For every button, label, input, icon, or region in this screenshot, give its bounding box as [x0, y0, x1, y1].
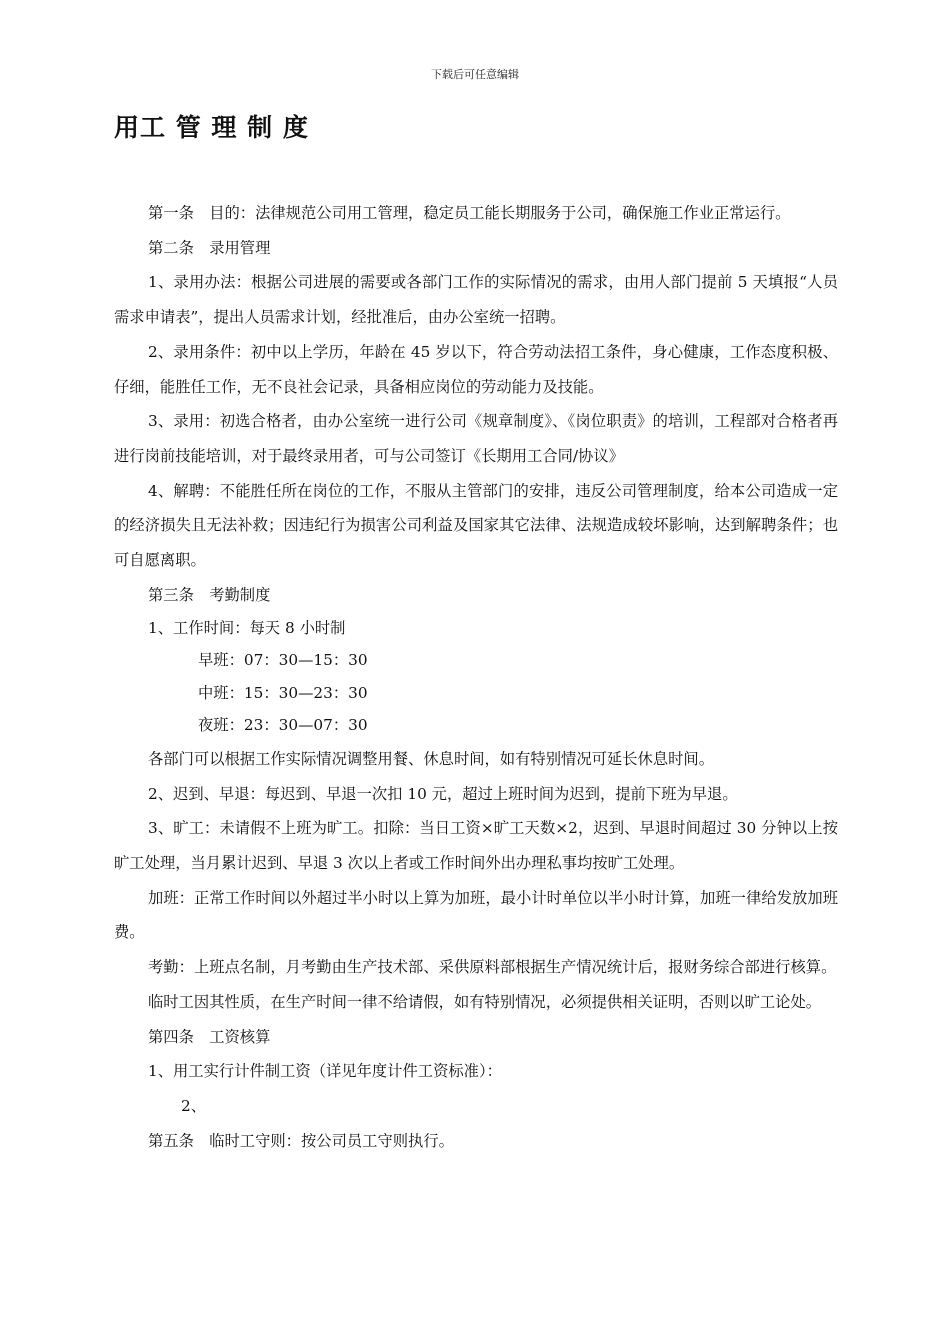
- article-2-heading: 第二条 录用管理: [148, 238, 271, 257]
- article-5: 第五条 临时工守则：按公司员工守则执行。: [148, 1131, 454, 1150]
- article-3-heading: 第三条 考勤制度: [148, 585, 271, 604]
- temp-worker-rule: 临时工因其性质，在生产时间一律不给请假，如有特别情况，必须提供相关证明，否则以旷工论处。: [148, 992, 822, 1011]
- article-2-item-2: 2、录用条件：初中以上学历，年龄在 45 岁以下，符合劳动法招工条件，身心健康，工作态度积极、仔细，能胜任工作，无不良社会记录，具备相应岗位的劳动能力及技能。: [114, 342, 838, 396]
- article-2-item-4: 4、解聘：不能胜任所在岗位的工作，不服从主管部门的安排，违反公司管理制度，给本公司造成一定的经济损失且无法补救；因违纪行为损害公司利益及国家其它法律、法规造成较坏影响，达到解聘条件；也可自愿离职。: [114, 481, 838, 570]
- work-time-note: 各部门可以根据工作实际情况调整用餐、休息时间，如有特别情况可延长休息时间。: [148, 749, 714, 768]
- header-note: 下载后可任意编辑: [431, 68, 519, 81]
- shift-night: 夜班：23：30—07：30: [198, 716, 368, 735]
- article-3-item-3: 3、旷工：未请假不上班为旷工。扣除：当日工资×旷工天数×2，迟到、早退时间超过 30 分钟以上按旷工处理，当月累计迟到、早退 3 次以上者或工作时间外出办理私事均按旷工处理。: [114, 819, 838, 873]
- document-title: 用工 管 理 制 度: [114, 113, 309, 142]
- document-body: [114, 196, 838, 1158]
- article-2-item-3: 3、录用：初选合格者，由办公室统一进行公司《规章制度》、《岗位职责》的培训，工程部对合格者再进行岗前技能培训，对于最终录用者，可与公司签订《长期用工合同/协议》: [114, 412, 838, 465]
- overtime-rule: 加班：正常工作时间以外超过半小时以上算为加班，最小计时单位以半小时计算，加班一律给发放加班费。: [114, 888, 838, 942]
- attendance-rule: 考勤：上班点名制，月考勤由生产技术部、采供原料部根据生产情况统计后，报财务综合部进行核算。: [148, 958, 837, 977]
- article-1: 第一条 目的：法律规范公司用工管理，稳定员工能长期服务于公司，确保施工作业正常运行。: [148, 204, 791, 222]
- article-3-item-1: 1、工作时间：每天 8 小时制: [148, 619, 346, 638]
- article-4-heading: 第四条 工资核算: [148, 1027, 271, 1046]
- article-4-item-2: 2、: [181, 1096, 207, 1115]
- shift-morning: 早班：07：30—15：30: [198, 651, 368, 670]
- shift-middle: 中班：15：30—23：30: [198, 683, 368, 702]
- article-2-item-1: 1、录用办法：根据公司进展的需要或各部门工作的实际情况的需求，由用人部门提前 5 天填报“人员需求申请表”，提出人员需求计划，经批准后，由办公室统一招聘。: [114, 273, 838, 327]
- article-3-item-2: 2、迟到、早退：每迟到、早退一次扣 10 元，超过上班时间为迟到，提前下班为早退。: [148, 784, 738, 803]
- article-4-item-1: 1、用工实行计件制工资（详见年度计件工资标准）：: [148, 1062, 502, 1081]
